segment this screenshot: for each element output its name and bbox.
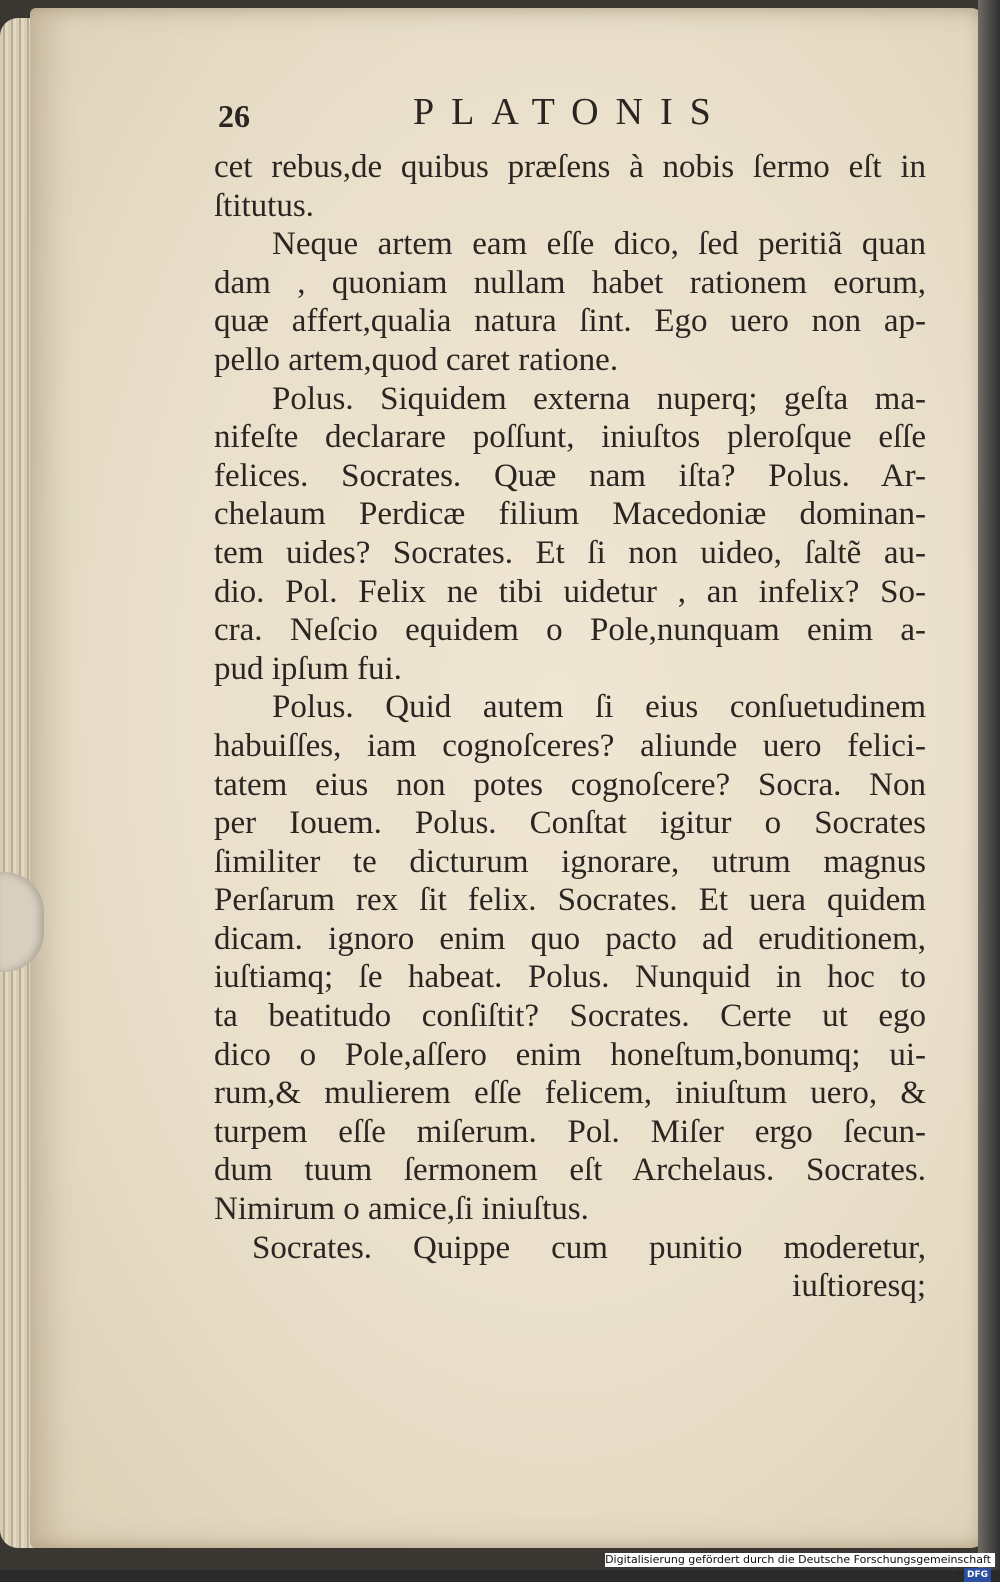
text-line: ſimiliter te dicturum ignorare, utrum magnus — [214, 843, 926, 880]
text-line: ta beatitudo conſiſtit? Socrates. Certe ut ego — [214, 998, 926, 1035]
text-line: tatem eius non potes cognoſcere? Socra. Non — [214, 766, 926, 803]
text-line: cra. Neſcio equidem o Pole,nunquam enim a- — [214, 612, 926, 649]
text-line: Neque artem eam eſſe dico, ſed peritiã quan — [272, 226, 926, 263]
text-line: dico o Pole,aſſero enim honeſtum,bonumq; ui- — [214, 1036, 926, 1073]
running-title: PLATONIS — [413, 91, 728, 133]
text-line: rum,& mulierem eſſe felicem, iniuſtum uero, & — [214, 1075, 926, 1112]
footer-text: Digitalisierung gefördert durch die Deutsche Forschungsgemeinschaft · — [605, 1553, 991, 1580]
text-line: turpem eſſe miſerum. Pol. Miſer ergo ſecun- — [214, 1113, 926, 1150]
text-line: Polus. Siquidem externa nuperq; geſta ma- — [272, 380, 926, 417]
text-line: per Iouem. Polus. Conſtat igitur o Socrates — [214, 805, 926, 842]
dfg-logo: DFG — [964, 1568, 991, 1582]
body-text — [214, 148, 926, 1306]
text-line: felices. Socrates. Quæ nam iſta? Polus. Ar- — [214, 457, 926, 494]
text-line: Nimirum o amice,ſi iniuſtus. — [214, 1191, 589, 1228]
text-line: nifeſte declarare poſſunt, iniuſtos pleroſque eſſe — [214, 419, 926, 456]
text-line: pud ipſum fui. — [214, 650, 402, 687]
text-line: dam , quoniam nullam habet rationem eorum, — [214, 264, 926, 301]
text-line: quæ affert,qualia natura ſint. Ego uero non ap- — [214, 303, 926, 340]
catchword: iuſtioresq; — [792, 1268, 926, 1305]
text-line: chelaum Perdicæ filium Macedoniæ dominan- — [214, 496, 926, 533]
page-header — [218, 90, 938, 142]
digitization-footer — [605, 1553, 995, 1580]
text-line: pello artem,quod caret ratione. — [214, 341, 619, 378]
text-line: tem uides? Socrates. Et ſi non uideo, ſaltẽ au- — [214, 534, 926, 571]
page-number: 26 — [218, 98, 250, 134]
text-line: dicam. ignoro enim quo pacto ad eruditionem, — [214, 920, 926, 957]
text-line: ſtitutus. — [214, 187, 314, 224]
text-line: habuiſſes, iam cognoſceres? aliunde uero felici- — [214, 727, 926, 764]
text-line: Socrates. Quippe cum punitio moderetur, — [252, 1229, 926, 1266]
text-line: dio. Pol. Felix ne tibi uidetur , an infelix? So- — [214, 573, 926, 610]
text-line: Polus. Quid autem ſi eius conſuetudinem — [272, 689, 926, 726]
book-cover-edge — [978, 0, 1000, 1570]
text-line: iuſtiamq; ſe habeat. Polus. Nunquid in hoc to — [214, 959, 926, 996]
text-line: cet rebus,de quibus præſens à nobis ſermo eſt in — [214, 149, 926, 185]
text-line: dum tuum ſermonem eſt Archelaus. Socrates. — [214, 1152, 926, 1189]
text-line: Perſarum rex ſit felix. Socrates. Et uera quidem — [214, 882, 926, 919]
